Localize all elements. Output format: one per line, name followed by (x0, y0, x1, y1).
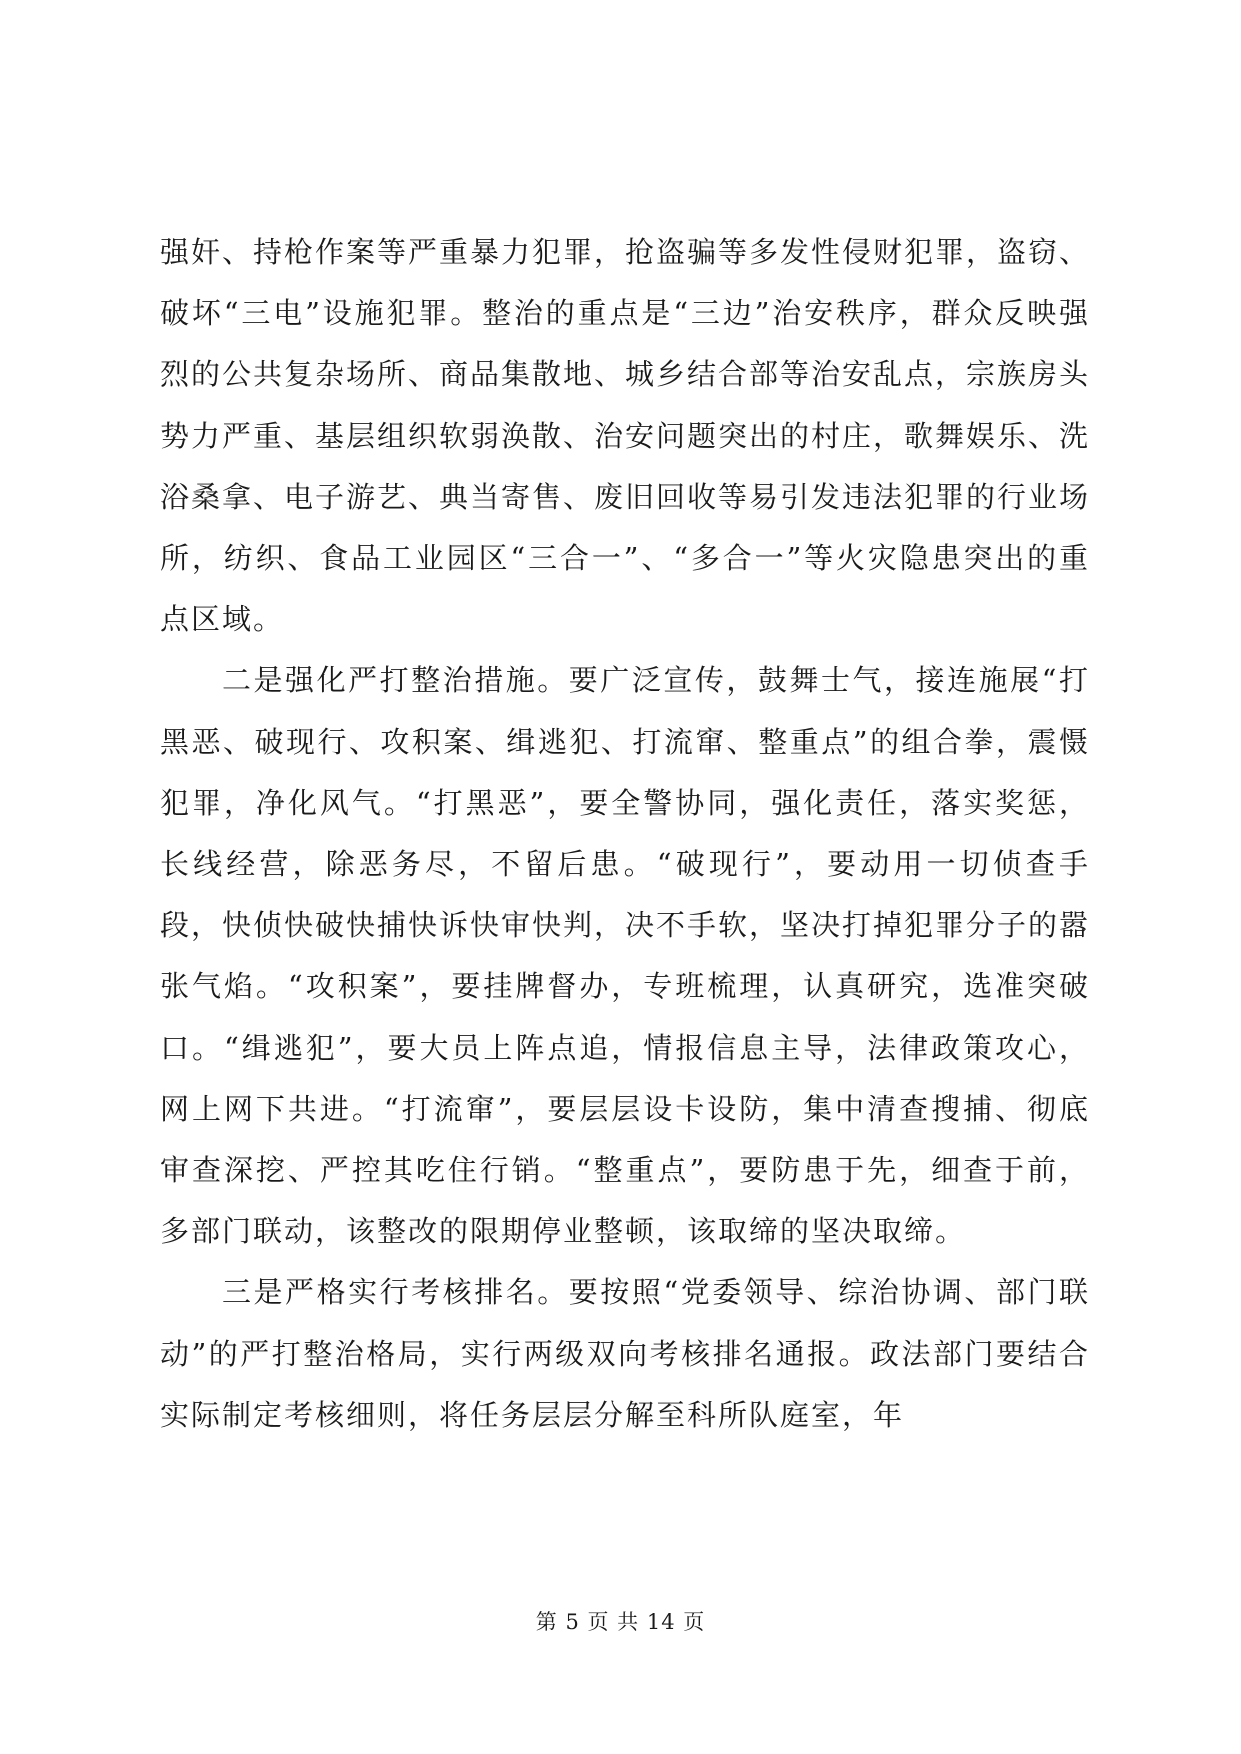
paragraph-3: 三是严格实行考核排名。要按照“党委领导、综治协调、部门联动”的严打整治格局，实行两级双向考核排名通报。政法部门要结合实际制定考核细则，将任务层层分解至科所队庭室，年 (160, 1275, 1090, 1432)
page-footer: 第 5 页 共 14 页 (535, 1610, 706, 1634)
document-body (160, 222, 1090, 1446)
paragraph-1: 强奸、持枪作案等严重暴力犯罪，抢盗骗等多发性侵财犯罪，盗窃、破坏“三电”设施犯罪。整治的重点是“三边”治安秩序，群众反映强烈的公共复杂场所、商品集散地、城乡结合部等治安乱点，宗族房头势力严重、基层组织软弱涣散、治安问题突出的村庄，歌舞娱乐、洗浴桑拿、电子游艺、典当寄售、废旧回收等易引发违法犯罪的行业场所，纺织、食品工业园区“三合一”、“多合一”等火灾隐患突出的重点区域。 (160, 235, 1091, 637)
paragraph-2: 二是强化严打整治措施。要广泛宣传，鼓舞士气，接连施展“打黑恶、破现行、攻积案、缉逃犯、打流窜、整重点”的组合拳，震慑犯罪，净化风气。“打黑恶”，要全警协同，强化责任，落实奖惩，长线经营，除恶务尽，不留后患。“破现行”，要动用一切侦查手段，快侦快破快捕快诉快审快判，决不手软，坚决打掉犯罪分子的嚣张气焰。“攻积案”，要挂牌督办，专班梳理，认真研究，选准突破口。“缉逃犯”，要大员上阵点追，情报信息主导，法律政策攻心，网上网下共进。“打流窜”，要层层设卡设防，集中清查搜捕、彻底审查深挖、严控其吃住行销。“整重点”，要防患于先，细查于前，多部门联动，该整改的限期停业整顿，该取缔的坚决取缔。 (160, 663, 1091, 1249)
